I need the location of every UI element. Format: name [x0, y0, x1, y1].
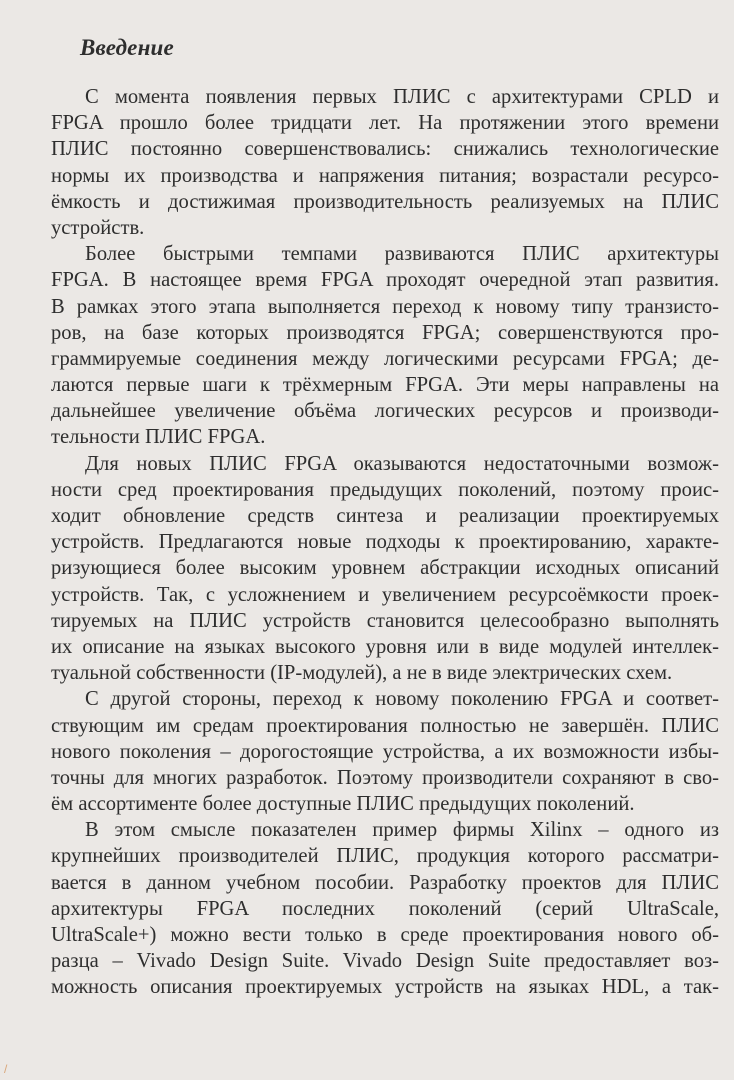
text-line: крупнейших производителей ПЛИС, продукция которого рассматри- — [51, 845, 719, 868]
text-line: тируемых на ПЛИС устройств становится целесообразно выполнять — [51, 609, 719, 632]
text-line: В этом смысле показателен пример фирмы Xilinx – одного из — [85, 819, 719, 842]
text-line: устройств. Так, с усложнением и увеличением ресурсоёмкости проек- — [51, 583, 719, 606]
text-line: В рамках этого этапа выполняется переход к новому типу транзисто- — [51, 295, 719, 318]
text-line: ности сред проектирования предыдущих поколений, поэтому проис- — [51, 478, 719, 501]
text-line: лаются первые шаги к трёхмерным FPGA. Эти меры направлены на — [51, 374, 719, 397]
text-line: Для новых ПЛИС FPGA оказываются недостаточными возмож- — [85, 452, 719, 475]
text-line: туальной собственности (IP-модулей), а не в виде электрических схем. — [51, 662, 673, 685]
text-line: устройств. — [51, 216, 145, 239]
text-line: С другой стороны, переход к новому поколению FPGA и соответ- — [85, 688, 719, 711]
text-line: ёмкость и достижимая производительность реализуемых на ПЛИС — [51, 190, 719, 213]
text-line: ствующим им средам проектирования полностью не завершён. ПЛИС — [51, 714, 719, 737]
text-line: дальнейшее увеличение объёма логических ресурсов и производи- — [51, 400, 719, 423]
text-line: тельности ПЛИС FPGA. — [51, 426, 266, 449]
text-line: ризующиеся более высоким уровнем абстракции исходных описаний — [51, 557, 719, 580]
text-line: нормы их производства и напряжения питания; возрастали ресурсо- — [51, 164, 719, 187]
body-text — [51, 84, 719, 1001]
text-line: ров, на базе которых производятся FPGA; совершенствуются про- — [51, 321, 719, 344]
text-line: вается в данном учебном пособии. Разработку проектов для ПЛИС — [51, 871, 719, 894]
text-line: FPGA. В настоящее время FPGA проходят очередной этап развития. — [51, 269, 719, 292]
text-line: UltraScale+) можно вести только в среде проектирования нового об- — [51, 924, 719, 946]
text-line: устройств. Предлагаются новые подходы к проектированию, характе- — [51, 531, 719, 554]
text-line: Более быстрыми темпами развиваются ПЛИС архитектуры — [85, 243, 719, 266]
text-line: их описание на языках высокого уровня или в виде модулей интеллек- — [51, 635, 719, 658]
text-line: ходит обновление средств синтеза и реализации проектируемых — [51, 505, 719, 527]
text-line: архитектуры FPGA последних поколений (серий UltraScale, — [51, 897, 719, 920]
text-line: можность описания проектируемых устройств на языках HDL, а так- — [51, 976, 719, 999]
text-line: FPGA прошло более тридцати лет. На протяжении этого времени — [51, 112, 719, 135]
text-line: граммируемые соединения между логическими ресурсами FPGA; де- — [51, 347, 719, 370]
text-line: ём ассортименте более доступные ПЛИС предыдущих поколений. — [51, 793, 635, 816]
text-line: С момента появления первых ПЛИС с архитектурами CPLD и — [85, 86, 719, 108]
text-line: нового поколения – дорогостоящие устройства, а их возможности избы- — [51, 740, 719, 763]
text-line: разца – Vivado Design Suite. Vivado Design Suite предоставляет воз- — [51, 950, 719, 973]
corner-mark: / — [4, 1062, 8, 1076]
text-line: точны для многих разработок. Поэтому производители сохраняют в сво- — [51, 766, 719, 789]
text-line: ПЛИС постоянно совершенствовались: снижались технологические — [51, 138, 719, 161]
section-heading: Введение — [80, 35, 174, 60]
